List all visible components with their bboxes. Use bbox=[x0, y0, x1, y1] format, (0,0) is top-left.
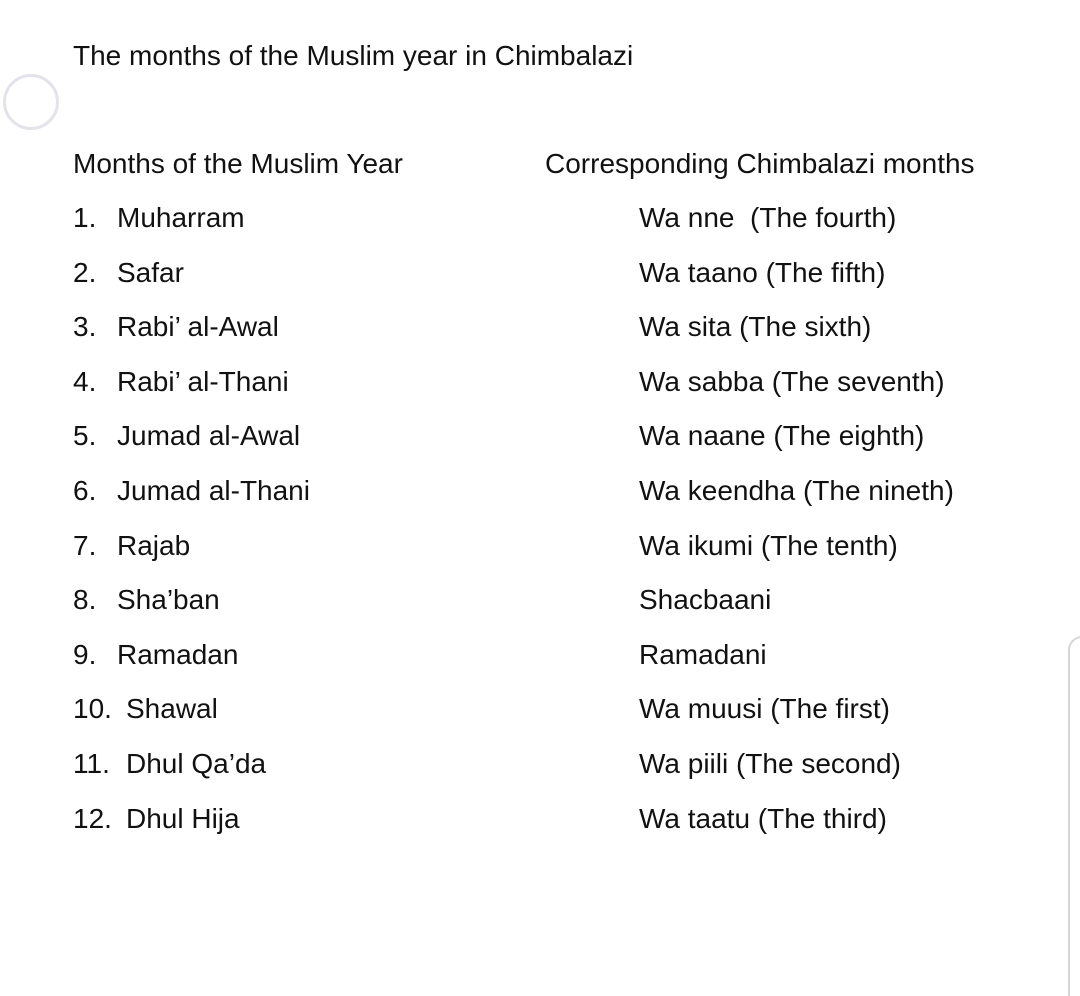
month-row bbox=[0, 637, 1080, 692]
chimbalazi-month: Wa muusi (The first) bbox=[639, 693, 890, 725]
months-list bbox=[0, 200, 1080, 855]
month-row bbox=[0, 801, 1080, 856]
chimbalazi-month: Shacbaani bbox=[639, 584, 772, 616]
chimbalazi-month: Wa piili (The second) bbox=[639, 747, 901, 779]
document-title: The months of the Muslim year in Chimbalazi bbox=[73, 40, 634, 71]
month-number: 9. bbox=[73, 638, 97, 670]
muslim-month: Jumad al-Thani bbox=[117, 474, 310, 506]
chimbalazi-month: Wa naane (The eighth) bbox=[639, 420, 925, 452]
month-row bbox=[0, 364, 1080, 419]
muslim-month: Rabi’ al-Awal bbox=[117, 311, 279, 343]
muslim-month: Muharram bbox=[117, 202, 245, 233]
month-number: 8. bbox=[73, 584, 97, 616]
month-number: 2. bbox=[73, 256, 97, 288]
month-number: 1. bbox=[73, 202, 97, 233]
chimbalazi-month: Wa taatu (The third) bbox=[639, 802, 887, 834]
muslim-month: Rabi’ al-Thani bbox=[117, 365, 289, 397]
month-number: 4. bbox=[73, 365, 97, 397]
month-row bbox=[0, 582, 1080, 637]
chimbalazi-month: Ramadani bbox=[639, 638, 767, 670]
muslim-month: Jumad al-Awal bbox=[117, 420, 301, 452]
circle-icon bbox=[3, 74, 59, 130]
month-number: 11. bbox=[73, 747, 110, 779]
month-row bbox=[0, 418, 1080, 473]
month-row bbox=[0, 473, 1080, 528]
month-row bbox=[0, 200, 1080, 255]
chimbalazi-month: Wa sita (The sixth) bbox=[639, 311, 872, 343]
month-number: 5. bbox=[73, 420, 97, 452]
chimbalazi-month: Wa sabba (The seventh) bbox=[639, 365, 945, 397]
chimbalazi-months-header: Corresponding Chimbalazi months bbox=[545, 148, 975, 179]
chimbalazi-month: Wa nne (The fourth) bbox=[639, 202, 897, 233]
month-row bbox=[0, 255, 1080, 310]
month-row bbox=[0, 309, 1080, 364]
chimbalazi-month: Wa taano (The fifth) bbox=[639, 256, 886, 288]
month-number: 7. bbox=[73, 529, 97, 561]
month-number: 12. bbox=[73, 802, 112, 834]
muslim-month: Dhul Qa’da bbox=[126, 747, 267, 779]
month-row bbox=[0, 691, 1080, 746]
muslim-month: Sha’ban bbox=[117, 584, 220, 616]
muslim-month: Dhul Hija bbox=[126, 802, 240, 834]
month-number: 10. bbox=[73, 693, 112, 725]
muslim-months-header: Months of the Muslim Year bbox=[73, 148, 403, 179]
month-row bbox=[0, 746, 1080, 801]
month-row bbox=[0, 528, 1080, 583]
month-number: 3. bbox=[73, 311, 97, 343]
month-number: 6. bbox=[73, 474, 97, 506]
muslim-month: Ramadan bbox=[117, 638, 239, 670]
chimbalazi-month: Wa keendha (The nineth) bbox=[639, 474, 954, 506]
muslim-month: Safar bbox=[117, 256, 184, 288]
page-corner-frame bbox=[1068, 636, 1080, 996]
chimbalazi-month: Wa ikumi (The tenth) bbox=[639, 529, 898, 561]
muslim-month: Rajab bbox=[117, 529, 191, 561]
muslim-month: Shawal bbox=[126, 693, 218, 725]
